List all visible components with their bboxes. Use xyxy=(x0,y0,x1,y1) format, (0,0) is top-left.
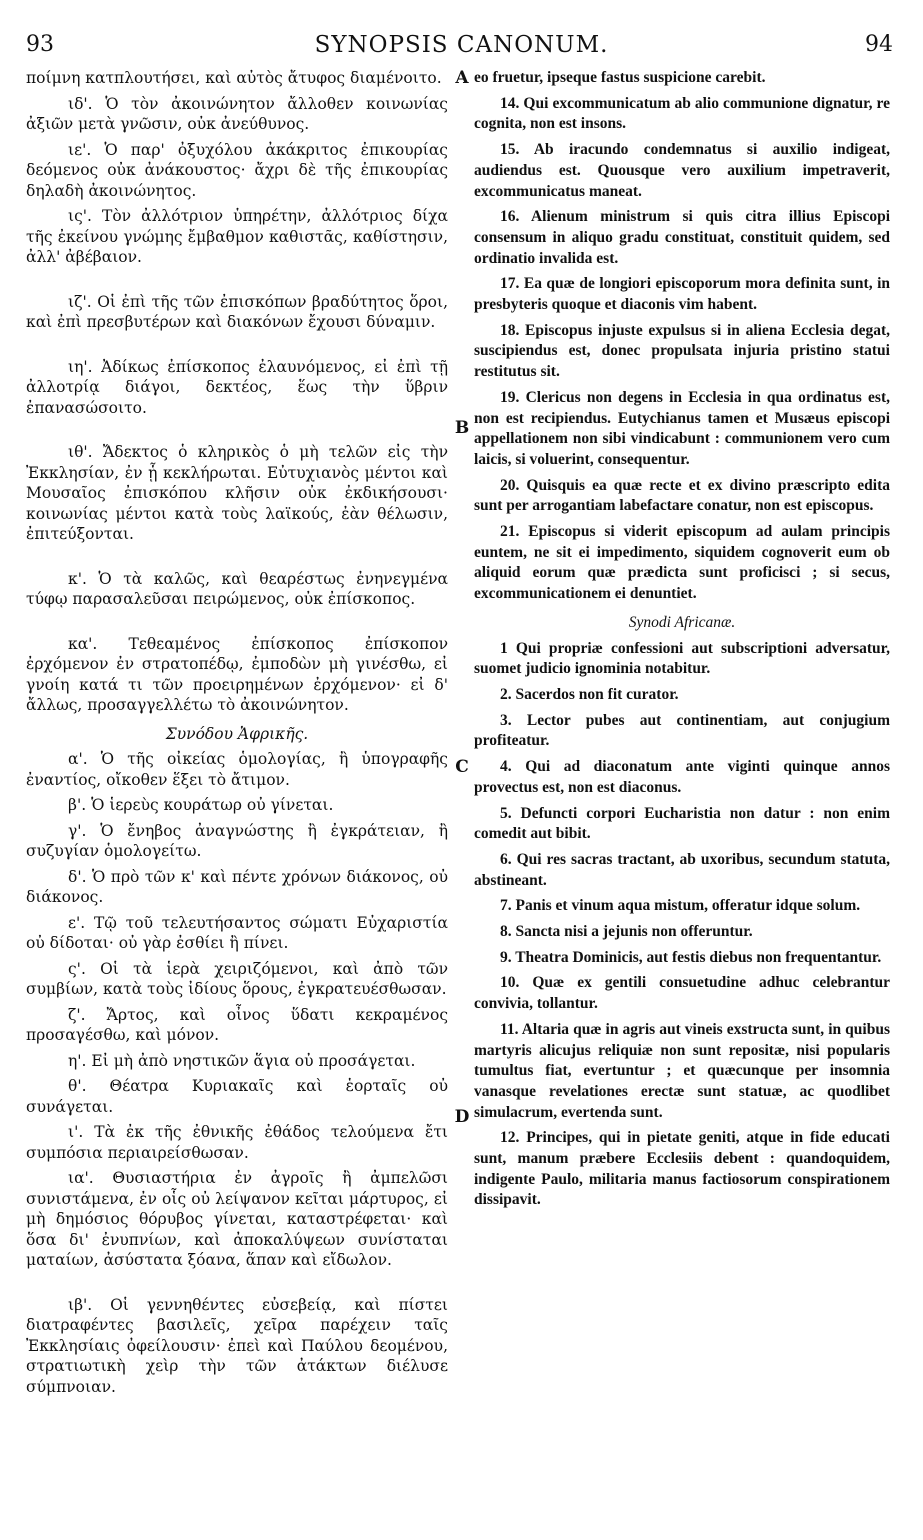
latin-canon-18: 18. Episcopus injuste expulsus si in aliena Ecclesia degat, suscipiendus est, donec propulsata injuria pristino statui restitutus sit. xyxy=(474,321,890,381)
latin-canon-16: 16. Alienum ministrum si quis citra illius Episcopi consensum in aliquo gradu constituat, constituit quidem, sed ordinatio invalida est. xyxy=(474,208,890,267)
latin-canon-14: 14. Qui excommunicatum ab alio communione dignatur, re cognita, non est insons. xyxy=(474,94,890,133)
latin-canon-20: 20. Quisquis ea quæ recte et ex divino præscripto edita sunt per arrogantiam labefactare conatur, non est episcopus. xyxy=(474,476,890,515)
latin-canon-19: 19. Clericus non degens in Ecclesia in qua ordinatus est, non est recipiendus. Eutychianus tamen et Musæus episcopi appellationem non sibi vindicabunt : communionem vero cum laicis, si voluerint, consequentur. xyxy=(474,388,890,468)
greek-african-canon-12: ιβ'. Οἱ γεννηθέντες εὐσεβείᾳ, καὶ πίστει διατραφέντες βασιλεῖς, χεῖρα παρέχειν ταῖς Ἐκκλησίαις ὀφείλουσιν· ἐπεὶ καὶ Παύλου δεομένου, στρατιωτικὴ χεὶρ τὴν τῶν ἀτάκτων διέλυσε σύμπνοιαν. xyxy=(26,1295,448,1396)
latin-african-canon-10: 10. Quæ ex gentili consuetudine adhuc celebrantur convivia, tollantur. xyxy=(474,974,890,1013)
latin-african-canon-4: 4. Qui ad diaconatum ante viginti quinque annos provectus est, non est diaconus. xyxy=(474,758,890,796)
greek-paragraph: ποίμνη κατπλουτήσει, καὶ αὐτὸς ἄτυφος διαμένοιτο. xyxy=(26,69,442,87)
greek-canon-18: ιη'. Ἀδίκως ἐπίσκοπος ἐλαυνόμενος, εἰ ἐπὶ τῇ ἀλλοτρίᾳ διάγοι, δεκτέος, ἕως τὴν ὕβριν ἐπανασώσοιτο. xyxy=(26,357,448,417)
latin-section-heading: Synodi Africanæ. xyxy=(628,613,736,631)
greek-african-canon-10: ι'. Τὰ ἐκ τῆς ἐθνικῆς ἐθάδος τελούμενα ἔτι συμπόσια περιαιρείσθωσαν. xyxy=(26,1123,448,1162)
running-title: SYNOPSIS CANONUM. xyxy=(314,32,609,58)
margin-marker-c: C xyxy=(455,757,469,777)
latin-canon-17: 17. Ea quæ de longiori episcoporum mora definita sunt, in presbyteris quoque et diaconis vim habent. xyxy=(474,275,890,314)
greek-canon-20: κ'. Ὁ τὰ καλῶς, καὶ θεαρέστως ἐνηνεγμένα τύφῳ παρασαλεῦσαι πειρώμενος, οὐκ ἐπίσκοπος. xyxy=(26,569,448,608)
right-page-number: 94 xyxy=(865,32,893,57)
latin-paragraph: eo fruetur, ipseque fastus suspicione carebit. xyxy=(474,69,766,86)
greek-african-canon-6: ς'. Οἱ τὰ ἱερὰ χειριζόμενοι, καὶ ἀπὸ τῶν συμβίων, κατὰ τοὺς ἰδίους ὅρους, ἐγκρατευέσθωσαν. xyxy=(26,959,448,998)
greek-canon-21: κα'. Τεθεαμένος ἐπίσκοπος ἐπίσκοπον ἐρχόμενον ἐν στρατοπέδῳ, ἐμποδὼν μὴ γινέσθω, εἰ γνοίη κατά τι τῶν προειρημένων ἐρχόμενον· εἰ δ' ἄλλως, προσαγγελλέτω τὸ ἀκοινώνητον. xyxy=(26,634,448,714)
greek-african-canon-1: α'. Ὁ τῆς οἰκείας ὁμολογίας, ἢ ὑπογραφῆς ἐναντίος, οἴκοθεν ἕξει τὸ ἄτιμον. xyxy=(26,750,448,789)
latin-canon-15: 15. Ab iracundo condemnatus si auxilio indigeat, audiendus est. Quousque vero auxilium impetraverit, excommunicatus maneat. xyxy=(474,141,890,200)
latin-column xyxy=(474,68,890,1211)
greek-african-canon-7: ζ'. Ἄρτος, καὶ οἶνος ὕδατι κεκραμένος προσαγέσθω, καὶ μόνον. xyxy=(26,1005,448,1044)
latin-african-canon-5: 5. Defuncti corpori Eucharistia non datur : non enim comedit aut bibit. xyxy=(474,804,890,843)
latin-african-canon-3: 3. Lector pubes aut continentiam, aut conjugium profiteatur. xyxy=(474,711,890,750)
margin-marker-b: B xyxy=(454,418,470,438)
greek-section-heading: Συνόδου Ἀφρικῆς. xyxy=(165,724,309,743)
left-page-number: 93 xyxy=(26,32,54,57)
latin-african-canon-1: 1 Qui propriæ confessioni aut subscriptioni adversatur, suomet judicio ignominia notabitur. xyxy=(474,639,890,678)
page-header xyxy=(0,32,923,64)
latin-african-canon-2: 2. Sacerdos non fit curator. xyxy=(500,685,679,703)
greek-african-canon-9: θ'. Θέατρα Κυριακαῖς καὶ ἑορταῖς οὐ συνάγεται. xyxy=(26,1077,448,1116)
latin-african-canon-8: 8. Sancta nisi a jejunis non offeruntur. xyxy=(500,923,753,941)
margin-marker-a: A xyxy=(455,68,469,88)
latin-african-canon-11: 11. Altaria quæ in agris aut vineis exstructa sunt, in quibus martyris alicujus reliquiæ non sunt repositæ, nisi popularis tumultus fiat, evertuntur ; et quæcunque per insomnia vanasque revelationes erectæ sunt statuæ, ac quodlibet simulacrum, evertenda sunt. xyxy=(474,1020,890,1121)
greek-canon-19: ιθ'. Ἄδεκτος ὁ κληρικὸς ὁ μὴ τελῶν εἰς τὴν Ἐκκλησίαν, ἐν ᾗ κεκλήρωται. Εὐτυχιανὸς μέντοι καὶ Μουσαῖος ἐπισκόπου κλῆσιν οὐκ ἐκδικήσουσι· κοινωνίας μέντοι κατὰ τοὺς λαϊκούς, ἐὰν θέλωσιν, ἐπιτεύξονται. xyxy=(26,443,448,543)
greek-african-canon-11: ια'. Θυσιαστήρια ἐν ἀγροῖς ἢ ἀμπελῶσι συνιστάμενα, ἐν οἷς οὐ λείψανον κεῖται μάρτυρος, εἰ μὴ δημόσιος θόρυβος γίνεται, καταστρέφεται· καὶ ὅσα δι' ἐνυπνίων, καὶ ἀποκαλύψεων συνίσταται ματαίων, ἀσύστατα ξόανα, ἅπαν καὶ εἴδωλον. xyxy=(26,1169,448,1269)
greek-african-canon-8: η'. Εἰ μὴ ἀπὸ νηστικῶν ἅγια οὐ προσάγεται. xyxy=(68,1051,416,1070)
greek-african-canon-3: γ'. Ὁ ἔνηβος ἀναγνώστης ἢ ἐγκράτειαν, ἢ συζυγίαν ὁμολογείτω. xyxy=(26,821,448,860)
greek-canon-14: ιδ'. Ὁ τὸν ἀκοινώνητον ἄλλοθεν κοινωνίας ἀξιῶν μετὰ γνῶσιν, οὐκ ἀνεύθυνος. xyxy=(26,94,448,133)
latin-african-canon-6: 6. Qui res sacras tractant, ab uxoribus, secundum statuta, abstineant. xyxy=(474,850,890,889)
greek-canon-15: ιε'. Ὁ παρ' ὀξυχόλου ἀκάκριτος ἐπικουρίας δεόμενος οὐκ ἀνάκουστος· ἄχρι δὲ τῆς ἐπικουρίας δηλαδὴ ἀκοινώνητος. xyxy=(26,140,448,200)
latin-african-canon-12: 12. Principes, qui in pietate geniti, atque in fide educati sunt, manum præbere Ecclesiis debent : quandoquidem, indigente Paulo, militaria manus factiosorum conspirationem dissipavit. xyxy=(474,1129,890,1209)
greek-canon-16: ις'. Τὸν ἀλλότριον ὑπηρέτην, ἀλλότριος δίχα τῆς ἐκείνου γνώμης ἔμβαθμον καθιστᾶς, καθίστησιν, ἀλλ' ἀβέβαιον. xyxy=(26,207,448,266)
greek-column xyxy=(26,68,448,1397)
latin-african-canon-7: 7. Panis et vinum aqua mistum, offeratur idque solum. xyxy=(500,897,861,915)
latin-canon-21: 21. Episcopus si viderit episcopum ad aulam principis euntem, ne sit ei impedimento, siquidem cognoverit eum ob aliquid eorum quæ prædicta sunt proficisci ; si secus, excommunicationem ei denuntiet. xyxy=(474,523,890,603)
greek-canon-17: ιζ'. Οἱ ἐπὶ τῆς τῶν ἐπισκόπων βραδύτητος ὅροι, καὶ ἐπὶ πρεσβυτέρων καὶ διακόνων ἔχουσι δύναμιν. xyxy=(26,292,448,331)
margin-marker-d: D xyxy=(454,1107,470,1127)
greek-african-canon-4: δ'. Ὁ πρὸ τῶν κ' καὶ πέντε χρόνων διάκονος, οὐ διάκονος. xyxy=(26,867,448,906)
greek-african-canon-2: β'. Ὁ ἱερεὺς κουράτωρ οὐ γίνεται. xyxy=(68,796,334,814)
greek-african-canon-5: ε'. Τῷ τοῦ τελευτήσαντος σώματι Εὐχαριστία οὐ δίδοται· οὐ γὰρ ἐσθίει ἢ πίνει. xyxy=(26,913,448,952)
latin-african-canon-9: 9. Theatra Dominicis, aut festis diebus non frequentantur. xyxy=(500,948,882,966)
